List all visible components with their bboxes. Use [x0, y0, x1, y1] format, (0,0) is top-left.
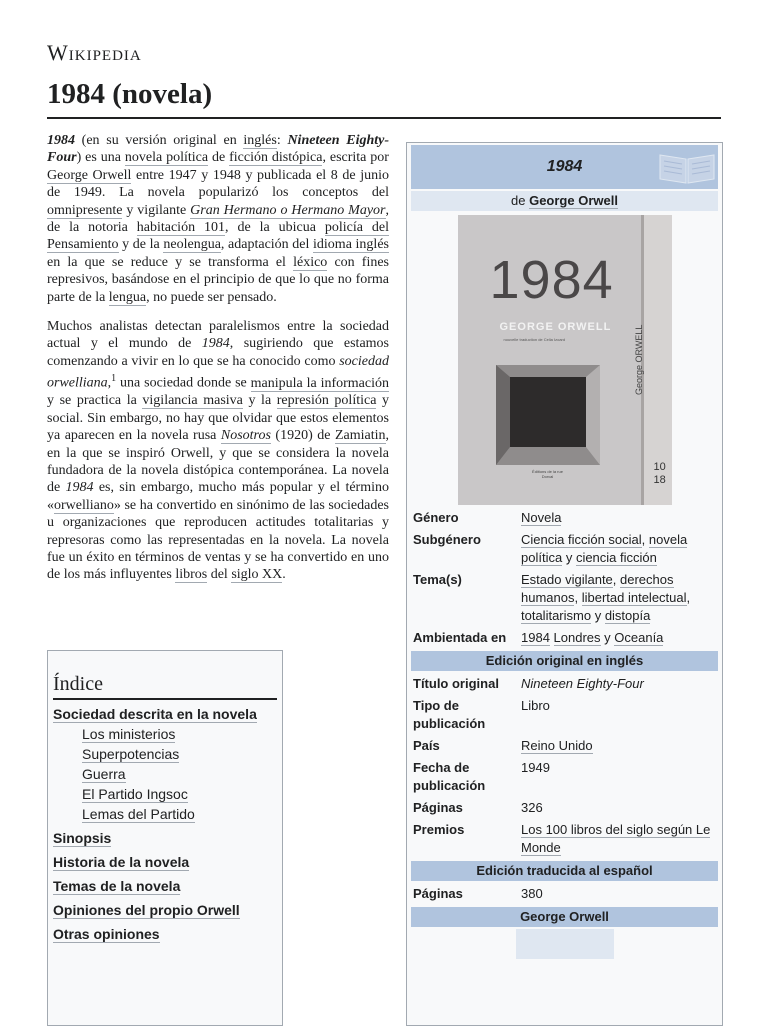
- text-run: y se practica la: [47, 393, 143, 409]
- inline-link[interactable]: lengua: [108, 289, 147, 305]
- text-run: 1984: [201, 336, 230, 352]
- inline-link[interactable]: léxico: [293, 254, 328, 270]
- inline-link[interactable]: Los 100 libros del siglo según Le Monde: [521, 822, 711, 855]
- toc-item-label: Sociedad descrita en la novela: [53, 706, 257, 722]
- text-run: Muchos analistas detectan paralelismos entre la sociedad actual y el mundo de: [47, 319, 389, 352]
- infobox-section-original: Edición original en inglés: [411, 651, 718, 671]
- inline-link[interactable]: orwelliano: [54, 497, 114, 513]
- infobox-section-author: George Orwell: [411, 907, 718, 927]
- text-run: 1949: [521, 760, 550, 775]
- infobox-row-label: Tipo de publicación: [413, 698, 486, 731]
- text-run: es, sin embargo, mucho más popular y el término «: [47, 480, 389, 513]
- text-run: del: [207, 567, 232, 583]
- toc-item[interactable]: [48, 876, 282, 896]
- infobox-rows-general: [407, 507, 722, 649]
- text-run: , adaptación del: [220, 237, 314, 253]
- text-run: y: [562, 550, 576, 565]
- inline-link[interactable]: siglo XX: [231, 567, 283, 583]
- text-run: en la que se reduce y se transforma el: [47, 254, 294, 270]
- inline-link[interactable]: ficción distópica: [229, 150, 323, 166]
- text-run: ) es una: [76, 150, 125, 166]
- toc-item-label: Sinopsis: [53, 830, 112, 846]
- inline-link[interactable]: vigilancia masiva: [142, 393, 243, 409]
- infobox-row: [411, 695, 718, 735]
- infobox-row: [411, 627, 718, 649]
- infobox-row-value: [521, 737, 717, 755]
- cover-title: 1984: [489, 250, 614, 310]
- toc-item[interactable]: [48, 804, 282, 824]
- text-run: , no puede ser pensado.: [146, 289, 277, 305]
- inline-link[interactable]: policía del Pensamiento: [47, 220, 390, 253]
- article-body: [47, 132, 389, 596]
- infobox-title: [411, 145, 718, 189]
- inline-link[interactable]: Londres: [553, 630, 601, 645]
- inline-link[interactable]: novela política: [521, 532, 688, 565]
- wikipedia-wordmark[interactable]: Wikipedia: [47, 40, 142, 65]
- inline-link[interactable]: libros: [175, 567, 208, 583]
- toc-title: Índice: [53, 673, 277, 700]
- infobox-row-value: [521, 675, 717, 693]
- inline-link[interactable]: represión política: [276, 393, 377, 409]
- text-run: [550, 630, 554, 645]
- text-run: , escrita por: [322, 150, 389, 166]
- toc-item-label: Otras opiniones: [53, 926, 160, 942]
- author-link[interactable]: George Orwell: [529, 193, 618, 208]
- spine-author: George ORWELL: [633, 324, 644, 395]
- text-run: , sugiriendo que estamos comenzando a vivir en lo que se ha conocido como: [47, 336, 389, 369]
- book-cover-image[interactable]: [458, 215, 672, 505]
- toc-item-label: El Partido Ingsoc: [82, 786, 188, 802]
- text-run: Libro: [521, 698, 550, 713]
- infobox-row-value: [521, 799, 717, 817]
- infobox-row-value: [521, 759, 717, 795]
- infobox-row: [411, 819, 718, 859]
- infobox-row-label: Páginas: [413, 886, 463, 901]
- text-run: y la: [242, 393, 277, 409]
- infobox-row-value: [521, 531, 717, 567]
- infobox-row-label: Tema(s): [413, 572, 462, 587]
- inline-link[interactable]: Zamiatin: [334, 428, 386, 444]
- inline-link[interactable]: 1: [111, 373, 117, 385]
- text-run: y social. Sin embargo, no hay que olvidar que estos elementos ya aparecen en la novela rusa: [47, 393, 390, 444]
- text-run: ,: [686, 590, 691, 605]
- text-run: , de la notoria: [47, 202, 389, 236]
- text-run: Nineteen Eighty-Four: [47, 133, 390, 166]
- inline-link[interactable]: Novela: [521, 510, 562, 525]
- toc-item-label: Historia de la novela: [53, 854, 190, 870]
- toc-item[interactable]: [48, 744, 282, 764]
- inline-link[interactable]: manipula la información: [250, 375, 389, 391]
- infobox-row-value: [521, 697, 717, 733]
- infobox-row-label: Páginas: [413, 800, 463, 815]
- infobox-row-label: Subgénero: [413, 532, 481, 547]
- infobox-row-label: Género: [413, 510, 459, 525]
- text-run: .: [282, 567, 286, 583]
- toc-item[interactable]: [48, 784, 282, 804]
- toc-item[interactable]: [48, 924, 282, 944]
- inline-link[interactable]: neolengua: [163, 237, 221, 253]
- infobox-row-label: Título original: [413, 676, 499, 691]
- infobox-row-label: Fecha de publicación: [413, 760, 486, 793]
- inline-link[interactable]: novela política: [124, 150, 209, 166]
- toc-item-label: Guerra: [82, 766, 126, 782]
- toc-item[interactable]: [48, 764, 282, 784]
- inline-link[interactable]: Reino Unido: [521, 738, 593, 753]
- toc-item-label: Los ministerios: [82, 726, 176, 742]
- infobox-row: [411, 735, 718, 757]
- text-run: 326: [521, 800, 543, 815]
- infobox-row-value: [521, 821, 717, 857]
- toc-item[interactable]: [48, 852, 282, 872]
- text-run: y vigilante: [122, 202, 191, 218]
- text-run: :: [276, 133, 288, 148]
- inline-link[interactable]: Gran Hermano o Hermano Mayor: [190, 202, 386, 218]
- text-run: 380: [521, 886, 543, 901]
- infobox-row: [411, 883, 718, 905]
- inline-link[interactable]: idioma inglés: [313, 237, 389, 253]
- infobox-row-label: Ambientada en: [413, 630, 507, 645]
- text-run: y: [600, 630, 615, 645]
- inline-link[interactable]: habitación 101: [136, 220, 226, 236]
- intro-paragraph-2: [47, 318, 389, 584]
- text-run: , de la ubicua: [225, 220, 325, 236]
- text-run: sociedad orwelliana: [47, 353, 389, 391]
- inline-link[interactable]: ciencia ficción: [575, 550, 657, 565]
- text-run: » se ha convertido en sinónimo de las sociedades u organizaciones que reproducen actitudes totalitarias y represoras como las representadas en la novela. La novela fue un éxito en términos de ventas y se ha convertido en uno de los más influyentes: [47, 497, 389, 583]
- text-run: , en la que se inspiró Orwell, y que se considera la novela fundadora de la novela distópica contemporánea. La novela de: [47, 428, 390, 496]
- infobox-row: [411, 797, 718, 819]
- text-run: y de la: [118, 237, 164, 253]
- text-run: una sociedad donde se: [116, 375, 251, 391]
- text-run: 1984: [47, 133, 75, 148]
- infobox-row: [411, 569, 718, 627]
- inline-link[interactable]: inglés: [243, 133, 277, 148]
- toc-item[interactable]: [48, 724, 282, 744]
- toc-item[interactable]: [48, 828, 282, 848]
- infobox-row-value: [521, 885, 717, 903]
- title-divider: [47, 117, 721, 119]
- text-run: de: [208, 150, 230, 166]
- text-run: ,: [107, 375, 112, 391]
- infobox-row-value: [521, 509, 717, 527]
- infobox: [406, 142, 723, 1026]
- infobox-row-value: [521, 629, 717, 647]
- cover-author: GEORGE ORWELL: [499, 321, 612, 333]
- author-image-placeholder[interactable]: [516, 929, 614, 959]
- inline-link[interactable]: 1984: [521, 630, 550, 645]
- infobox-row-label: País: [413, 738, 440, 753]
- toc-item-label: Superpotencias: [82, 746, 180, 762]
- cover-subtitle: nouvelle traduction de Celia Izoard: [503, 337, 566, 342]
- inline-link[interactable]: libertad intelectual: [581, 590, 687, 605]
- toc-item-label: Lemas del Partido: [82, 806, 195, 822]
- spine-number: 10 18: [653, 461, 666, 486]
- toc-list: [48, 704, 282, 944]
- infobox-rows-spanish: [407, 883, 722, 905]
- infobox-row: [411, 673, 718, 695]
- infobox-row-value: [521, 571, 717, 625]
- toc-item-label: Temas de la novela: [53, 878, 181, 894]
- inline-link[interactable]: George Orwell: [47, 167, 132, 183]
- inline-link[interactable]: Ciencia ficción social: [521, 532, 642, 547]
- cover-publisher: Éditions de la rue Dorval: [532, 469, 563, 479]
- inline-link[interactable]: derechos humanos: [521, 572, 674, 605]
- page-title: 1984 (novela): [47, 78, 213, 110]
- inline-link[interactable]: Estado vigilante: [521, 572, 613, 587]
- infobox-row: [411, 757, 718, 797]
- text-run: 1984: [65, 480, 94, 496]
- inline-link[interactable]: distopía: [604, 608, 651, 623]
- infobox-rows-original: [407, 673, 722, 859]
- text-run: con fines represivos, basándose en el principio de que lo que no forma parte de la: [47, 254, 390, 305]
- toc-item[interactable]: [48, 900, 282, 920]
- inline-link[interactable]: totalitarismo: [521, 608, 592, 623]
- inline-link[interactable]: omnipresente: [47, 202, 123, 218]
- text-run: (en su versión original en: [75, 133, 244, 148]
- author-prefix: de: [511, 193, 530, 208]
- infobox-title-text: 1984: [546, 158, 583, 175]
- infobox-row-label: Premios: [413, 822, 465, 837]
- toc-item-label: Opiniones del propio Orwell: [53, 902, 240, 918]
- text-run: entre 1947 y 1948 y publicada el 8 de junio de 1949. La novela popularizó los conceptos del: [47, 167, 389, 201]
- text-run: (1920) de: [270, 428, 335, 444]
- text-run: Nineteen Eighty-Four: [521, 676, 644, 691]
- text-run: y: [591, 608, 605, 623]
- inline-link[interactable]: Nosotros: [220, 428, 271, 444]
- text-run: ,: [641, 532, 649, 547]
- table-of-contents: [47, 650, 283, 1026]
- infobox-author-line: [411, 191, 718, 211]
- open-book-icon: [656, 149, 718, 185]
- text-run: ,: [612, 572, 621, 587]
- toc-item[interactable]: [48, 704, 282, 724]
- infobox-section-spanish: Edición traducida al español: [411, 861, 718, 881]
- infobox-row: [411, 529, 718, 569]
- inline-link[interactable]: Oceanía: [614, 630, 664, 645]
- intro-paragraph-1: [47, 132, 389, 306]
- text-run: ,: [574, 590, 582, 605]
- infobox-row: [411, 507, 718, 529]
